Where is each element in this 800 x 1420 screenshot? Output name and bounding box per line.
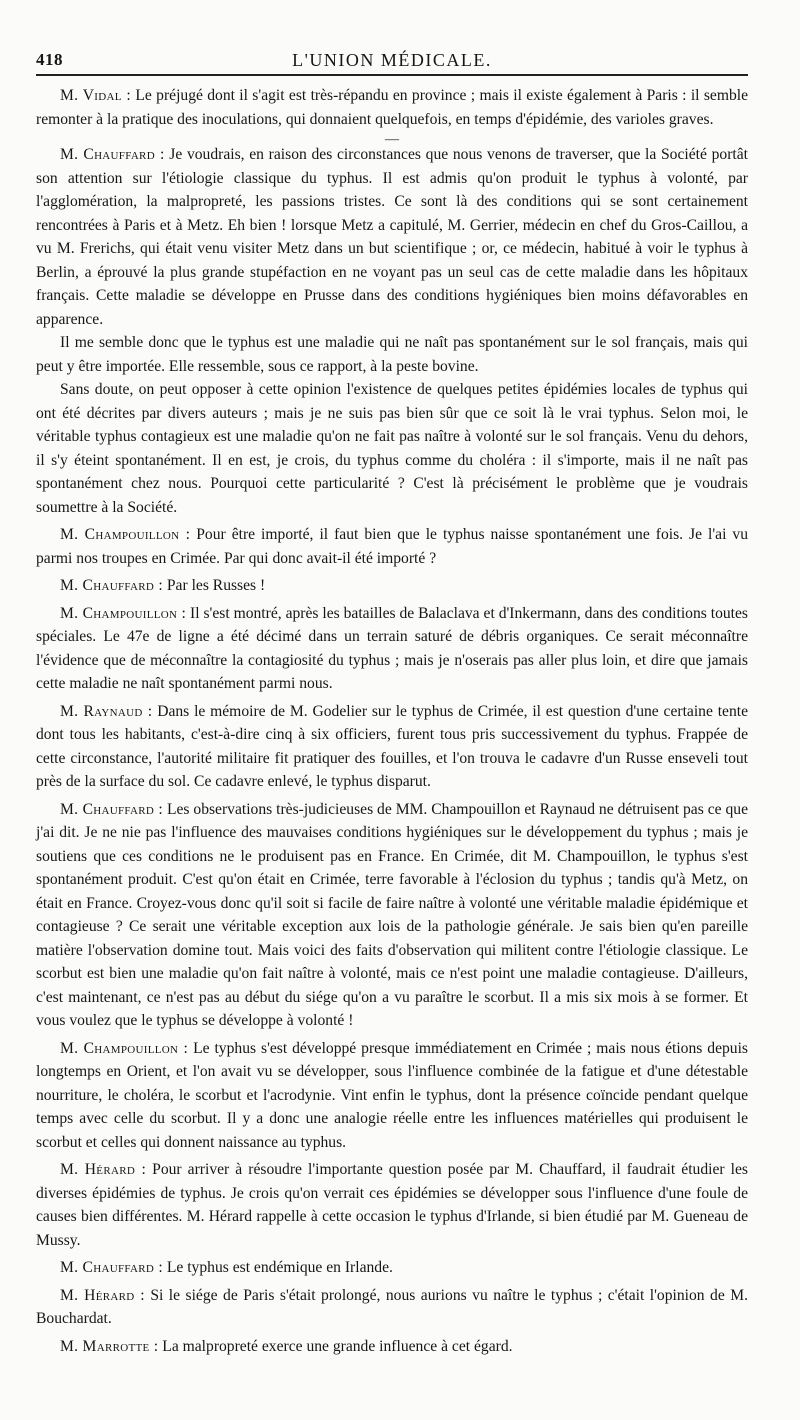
- paragraph-text: Sans doute, on peut opposer à cette opinion l'existence de quelques petites épidémies locales de typhus qui ont été décrites par divers auteurs ; mais je ne suis pas bien sûr que ce soit là le vrai typhus. Selon moi, le véritable typhus contagieux est une maladie qu'on ne fait pas naître à volonté sur le sol français. Venu du dehors, il s'y éteint spontanément. Il en est, je crois, du typhus comme du choléra : il s'importe, mais il ne naît pas spontanément chez nous. Pourquoi cette particularité ? C'est là précisément le problème que je voudrais soumettre à la Société.: [36, 381, 748, 516]
- speaker-name: M. Champouillon :: [60, 1039, 189, 1057]
- speaker-name: M. Chauffard :: [60, 800, 164, 818]
- speaker-name: M. Raynaud :: [60, 702, 153, 720]
- paragraph-text: Il me semble donc que le typhus est une maladie qui ne naît pas spontanément sur le sol français, mais qui peut y être importée. Elle ressemble, sous ce rapport, à la peste bovine.: [36, 334, 748, 375]
- journal-title: L'UNION MÉDICALE.: [292, 50, 492, 70]
- running-head: [36, 46, 748, 76]
- paragraph-chauffard: [36, 143, 748, 331]
- paragraph-text: Dans le mémoire de M. Godelier sur le typhus de Crimée, il est question d'une certaine tente dont tous les habitants, c'est-à-dire cinq à six officiers, furent tous pris successivement du typhus. Frappée de cette circonstance, l'autorité militaire fit pratiquer des fouilles, et l'on trouva le cadavre d'un Russe enseveli tout près de la surface du sol. Ce cadavre enlevé, le typhus disparut.: [36, 702, 748, 790]
- paragraph-text: Pour arriver à résoudre l'importante question posée par M. Chauffard, il faudrait étudier les diverses épidémies de typhus. Je crois qu'on verrait ces épidémies se développer sous l'influence d'une foule de causes bien différentes. M. Hérard rappelle à cette occasion le typhus d'Irlande, si bien étudié par M. Gueneau de Mussy.: [36, 1161, 748, 1249]
- paragraph-text: Par les Russes !: [162, 577, 266, 594]
- paragraph-chauffard: [36, 798, 748, 1033]
- speaker-name: M. Chauffard :: [60, 577, 163, 594]
- speaker-name: M. Champouillon :: [60, 604, 187, 622]
- paragraph-herard: [36, 1158, 748, 1252]
- paragraph-champouillon: [36, 1037, 748, 1155]
- speaker-name: M. Vidal :: [60, 87, 132, 104]
- paragraph-chauffard-cont: [36, 331, 748, 378]
- paragraph-text: Le préjugé dont il s'agit est très-répandu en province ; mais il existe également à Paris : il semble remonter à la pratique des inoculations, qui donnaient quelquefois, en temps d'épidémie, des varioles graves.: [36, 87, 748, 128]
- paragraph-vidal: [36, 84, 748, 131]
- speaker-name: M. Hérard :: [60, 1286, 145, 1304]
- paragraph-chauffard: [36, 1256, 748, 1280]
- paragraph-text: La malpropreté exerce une grande influence à cet égard.: [158, 1337, 513, 1355]
- paragraph-herard: [36, 1284, 748, 1331]
- paragraph-champouillon: [36, 602, 748, 696]
- speaker-name: M. Marrotte :: [60, 1337, 159, 1355]
- article-body: [36, 84, 748, 1358]
- speaker-name: M. Hérard :: [60, 1161, 147, 1178]
- paragraph-text: Il s'est montré, après les batailles de Balaclava et d'Inkermann, dans des conditions toutes spéciales. Le 47e de ligne a été décimé dans un terrain saturé de débris organiques. Ce serait méconnaître l'évidence que de méconnaître la contagiosité du typhus ; mais je n'oserais pas aller plus loin, et dire que jamais cette maladie ne naît spontanément parmi nous.: [36, 604, 749, 692]
- paragraph-raynaud: [36, 700, 748, 794]
- section-separator: —: [385, 132, 399, 147]
- speaker-name: M. Champouillon :: [60, 526, 191, 543]
- speaker-name: M. Chauffard :: [60, 146, 165, 163]
- paragraph-text: Si le siége de Paris s'était prolongé, nous aurions vu naître le typhus ; c'était l'opinion de M. Bouchardat.: [36, 1286, 748, 1327]
- paragraph-text: Je voudrais, en raison des circonstances que nous venons de traverser, que la Société portât son attention sur l'étiologie classique du typhus. Il est admis qu'on produit le typhus à volonté, par l'agglomération, la malpropreté, les passions tristes. Ce sont là des conditions qui se sont certainement rencontrées à Paris et à Metz. Eh bien ! lorsque Metz a capitulé, M. Gerrier, médecin en chef du Gros-Caillou, a vu M. Frerichs, qui était venu visiter Metz dans un but scientifique ; or, ce médecin, habitué à voir le typhus à Berlin, a éprouvé la plus grande stupéfaction en ne voyant pas un seul cas de cette maladie dans les hôpitaux français. Cette maladie se développe en Prusse dans des conditions hygiéniques bien moins défavorables en apparence.: [36, 146, 748, 328]
- paragraph-champouillon: [36, 523, 748, 570]
- paragraph-text: Les observations très-judicieuses de MM. Champouillon et Raynaud ne détruisent pas ce que j'ai dit. Je ne nie pas l'influence des mauvaises conditions hygiéniques sur le développement du typhus ; mais je soutiens que ces conditions ne le produisent pas en France. En Crimée, dit M. Champouillon, le typhus s'est spontanément produit. C'est qu'on était en Crimée, terre favorable à l'éclosion du typhus ; tandis qu'à Metz, on était en France. Croyez-vous donc qu'il soit si facile de faire naître à volonté une véritable maladie épidémique et contagieuse ? Ce serait une véritable exception aux lois de la pathologie générale. Je sais bien qu'en pareille matière l'observation domine tout. Mais voici des faits d'observation qui militent contre l'étiologie classique. Le scorbut est bien une maladie qu'on fait naître à volonté, mais ce n'est point une maladie contagieuse. D'ailleurs, c'est maintenant, ce n'est pas au début du siége qu'on a vu paraître le scorbut. Il a mis six mois à se former. Et vous voulez que le typhus se développe à volonté !: [36, 800, 748, 1029]
- page-number: 418: [36, 50, 63, 69]
- paragraph-chauffard-cont: [36, 378, 748, 519]
- paragraph-text: Le typhus s'est développé presque immédiatement en Crimée ; mais nous étions depuis longtemps en Orient, et l'on avait vu se développer, sous l'influence combinée de la fatigue et d'une détestable nourriture, le choléra, le scorbut et l'acrodynie. Vint enfin le typhus, dont la présence coïncide pendant quelque temps avec celle du scorbut. Il y a donc une analogie réelle entre les influences matérielles qui produisent le scorbut et celles qui donnent naissance au typhus.: [36, 1039, 748, 1151]
- paragraph-chauffard: [36, 574, 748, 598]
- paragraph-marrotte: [36, 1335, 748, 1359]
- paragraph-text: Le typhus est endémique en Irlande.: [162, 1259, 393, 1276]
- speaker-name: M. Chauffard :: [60, 1259, 163, 1276]
- paragraph-text: Pour être importé, il faut bien que le typhus naisse spontanément une fois. Je l'ai vu parmi nos troupes en Crimée. Par qui donc avait-il été importé ?: [36, 526, 748, 567]
